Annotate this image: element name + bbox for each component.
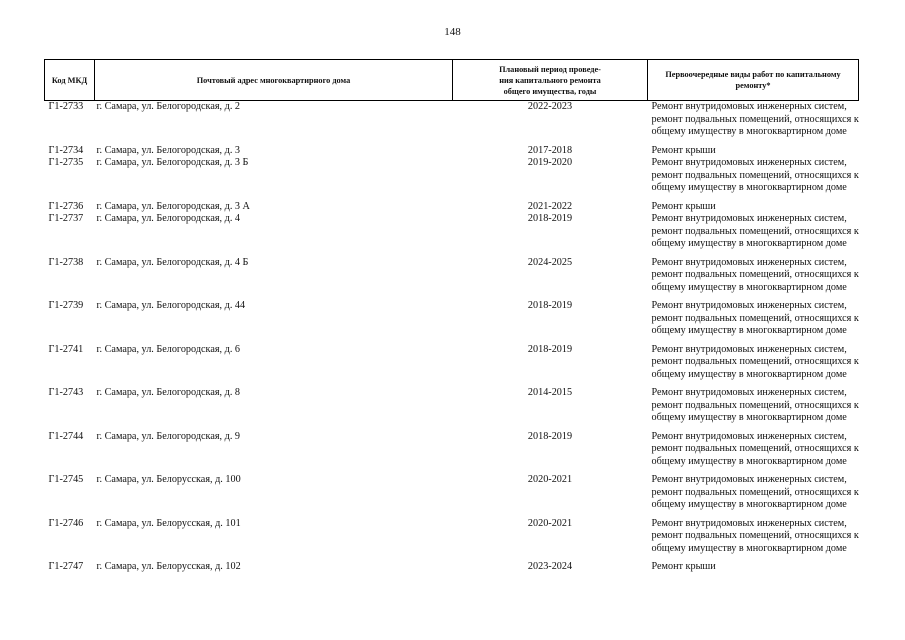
table-body	[45, 101, 859, 574]
cell-code: Г1-2734	[48, 144, 84, 156]
header-period-line: Плановый период проведе-	[499, 64, 601, 74]
cell-code: Г1-2741	[48, 343, 84, 355]
cell-works	[648, 300, 859, 338]
cell-works	[648, 157, 859, 195]
header-works-line: ремонту*	[735, 81, 771, 90]
cell-code: Г1-2737	[48, 213, 84, 224]
cell-period: 2023-2024	[527, 561, 573, 572]
repair-plan-table-wrapper	[44, 59, 858, 574]
cell-period: 2014-2015	[527, 387, 573, 398]
cell-address: г. Самара, ул. Белорусская, д. 102	[96, 561, 241, 572]
works-line: ремонт подвальных помещений, относящихся к	[651, 443, 859, 454]
cell-code: Г1-2733	[48, 101, 84, 112]
cell-period: 2017-2018	[527, 144, 573, 156]
cell-works	[648, 201, 859, 214]
works-line: ремонт подвальных помещений, относящихся к	[651, 169, 859, 181]
works-line: ремонт подвальных помещений, относящихся к	[651, 113, 859, 125]
works-line: Ремонт внутридомовых инженерных систем,	[651, 517, 847, 529]
cell-works	[648, 257, 859, 295]
works-line: общему имуществу в многоквартирном доме	[651, 542, 847, 554]
cell-code: Г1-2746	[48, 517, 84, 529]
works-line: Ремонт внутридомовых инженерных систем,	[651, 300, 847, 311]
cell-code: Г1-2747	[48, 561, 84, 572]
cell-period: 2020-2021	[527, 517, 573, 529]
table-row	[45, 213, 859, 251]
works-line: Ремонт крыши	[651, 200, 716, 212]
cell-address: г. Самара, ул. Белорусская, д. 101	[96, 517, 241, 529]
works-line: ремонт подвальных помещений, относящихся к	[651, 486, 859, 498]
works-line: Ремонт крыши	[651, 561, 716, 572]
cell-works	[648, 474, 859, 512]
works-line: общему имуществу в многоквартирном доме	[651, 455, 847, 467]
works-line: общему имуществу в многоквартирном доме	[651, 325, 847, 336]
cell-address: г. Самара, ул. Белогородская, д. 6	[96, 343, 241, 355]
works-line: общему имуществу в многоквартирном доме	[651, 126, 847, 137]
table-row	[45, 300, 859, 338]
works-line: ремонт подвальных помещений, относящихся к	[651, 399, 859, 411]
cell-code: Г1-2735	[48, 157, 84, 168]
cell-address: г. Самара, ул. Белогородская, д. 9	[96, 430, 241, 442]
works-line: Ремонт внутридомовых инженерных систем,	[651, 213, 847, 224]
works-line: ремонт подвальных помещений, относящихся к	[651, 269, 859, 280]
table-row	[45, 518, 859, 556]
cell-code: Г1-2743	[48, 387, 84, 398]
works-line: общему имуществу в многоквартирном доме	[651, 238, 847, 249]
works-line: Ремонт крыши	[651, 144, 716, 156]
works-line: общему имуществу в многоквартирном доме	[651, 412, 847, 423]
repair-plan-table	[44, 59, 859, 574]
table-row	[45, 474, 859, 512]
cell-address: г. Самара, ул. Белогородская, д. 4 Б	[96, 256, 249, 268]
header-works-line: Первоочередные виды работ по капитальному	[665, 70, 841, 79]
cell-period: 2019-2020	[527, 157, 573, 168]
cell-works	[648, 561, 859, 574]
cell-code: Г1-2745	[48, 474, 84, 485]
header-period-line: ния капитального ремонта	[499, 75, 601, 85]
works-line: Ремонт внутридомовых инженерных систем,	[651, 387, 847, 398]
works-line: ремонт подвальных помещений, относящихся к	[651, 356, 859, 367]
table-row	[45, 257, 859, 295]
works-line: Ремонт внутридомовых инженерных систем,	[651, 474, 847, 485]
cell-period: 2024-2025	[527, 256, 573, 268]
works-line: общему имуществу в многоквартирном доме	[651, 182, 847, 193]
works-line: Ремонт внутридомовых инженерных систем,	[651, 157, 847, 168]
works-line: Ремонт внутридомовых инженерных систем,	[651, 256, 847, 268]
cell-code: Г1-2739	[48, 300, 84, 311]
table-row	[45, 101, 859, 139]
works-line: ремонт подвальных помещений, относящихся к	[651, 225, 859, 237]
cell-address: г. Самара, ул. Белогородская, д. 2	[96, 101, 241, 112]
table-header	[45, 60, 859, 101]
cell-code: Г1-2736	[48, 200, 84, 212]
cell-period: 2022-2023	[527, 101, 573, 112]
cell-address: г. Самара, ул. Белогородская, д. 4	[96, 213, 241, 224]
table-row	[45, 344, 859, 382]
table-row	[45, 431, 859, 469]
header-works	[648, 60, 859, 101]
cell-works	[648, 344, 859, 382]
header-period-line: общего имущества, годы	[503, 86, 597, 96]
works-line: Ремонт внутридомовых инженерных систем,	[651, 101, 847, 112]
cell-works	[648, 518, 859, 556]
cell-works	[648, 431, 859, 469]
cell-code: Г1-2744	[48, 430, 84, 442]
cell-works	[648, 101, 859, 139]
cell-address: г. Самара, ул. Белогородская, д. 3 Б	[96, 157, 249, 168]
cell-address: г. Самара, ул. Белогородская, д. 3	[96, 144, 241, 156]
cell-address: г. Самара, ул. Белогородская, д. 44	[96, 300, 246, 311]
works-line: Ремонт внутридомовых инженерных систем,	[651, 430, 847, 442]
header-period	[453, 60, 648, 101]
page-number: 148	[444, 26, 461, 38]
table-row	[45, 201, 859, 214]
cell-period: 2018-2019	[527, 300, 573, 311]
cell-address: г. Самара, ул. Белорусская, д. 100	[96, 474, 241, 485]
header-code: Код МКД	[45, 60, 95, 101]
table-row	[45, 145, 859, 158]
cell-address: г. Самара, ул. Белогородская, д. 8	[96, 387, 241, 398]
table-row	[45, 561, 859, 574]
header-row	[45, 60, 859, 101]
works-line: ремонт подвальных помещений, относящихся к	[651, 530, 859, 541]
cell-address: г. Самара, ул. Белогородская, д. 3 А	[96, 200, 250, 212]
cell-works	[648, 213, 859, 251]
works-line: ремонт подвальных помещений, относящихся к	[651, 312, 859, 324]
cell-period: 2018-2019	[527, 343, 573, 355]
cell-code: Г1-2738	[48, 256, 84, 268]
works-line: общему имуществу в многоквартирном доме	[651, 281, 847, 293]
works-line: Ремонт внутридомовых инженерных систем,	[651, 343, 847, 355]
cell-period: 2018-2019	[527, 430, 573, 442]
works-line: общему имуществу в многоквартирном доме	[651, 368, 847, 380]
cell-period: 2020-2021	[527, 474, 573, 485]
header-address: Почтовый адрес многоквартирного дома	[95, 60, 453, 101]
table-row	[45, 157, 859, 195]
cell-period: 2021-2022	[527, 200, 573, 212]
cell-works	[648, 145, 859, 158]
cell-works	[648, 387, 859, 425]
cell-period: 2018-2019	[527, 213, 573, 224]
works-line: общему имуществу в многоквартирном доме	[651, 499, 847, 510]
table-row	[45, 387, 859, 425]
